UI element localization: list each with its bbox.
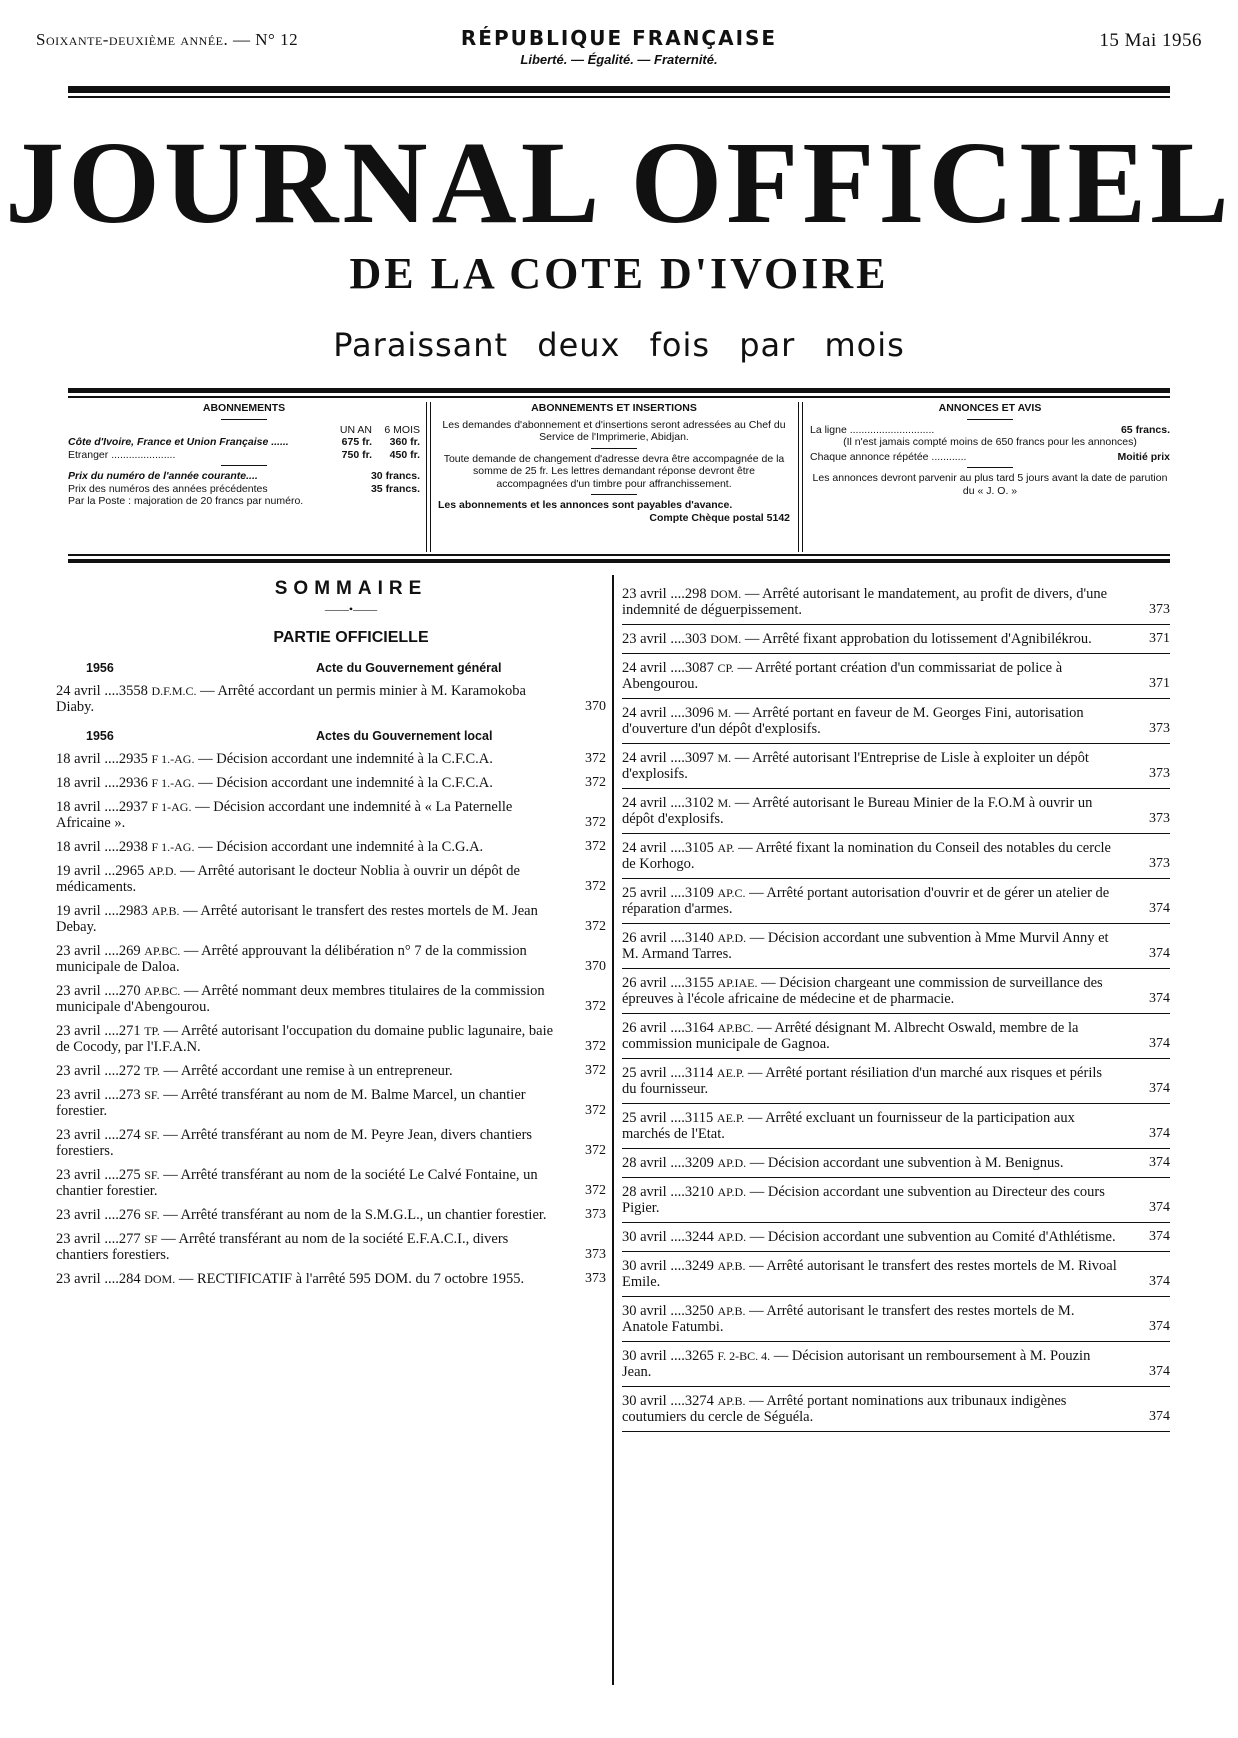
republic-block: [30, 26, 1208, 67]
entry-code: F 1.-AG.: [151, 840, 195, 854]
entry-code: DOM.: [710, 632, 742, 646]
entry-text: — Arrêté autorisant l'occupation du domaine public lagunaire, baie de Cocody, par l'I.F.A.N.: [56, 1023, 554, 1055]
summary-entry: [622, 1149, 1170, 1178]
entry-page: 372: [585, 839, 606, 854]
entry-code: DOM.: [144, 1272, 176, 1286]
summary-ornament: ——•——: [324, 602, 378, 616]
entry-code: AP.BC.: [144, 944, 181, 958]
summary-entry: [622, 1104, 1170, 1149]
insertions-address: Les demandes d'abonnement et d'insertions seront adressées au Chef du Service de l'Imprimerie, Abidjan.: [442, 418, 786, 443]
entry-page: 372: [585, 879, 606, 894]
entry-page: 374: [1149, 1319, 1170, 1334]
summary-entry: [622, 744, 1170, 789]
entry-text: — Décision accordant une subvention à Mme Murvil Anny et M. Armand Tarres.: [622, 930, 1109, 962]
entry-page: 373: [1149, 721, 1170, 736]
entry-page: 371: [1149, 631, 1170, 646]
entry-code: AP.IAE.: [717, 976, 758, 990]
line-price: La ligne ............................. 65 francs.: [810, 423, 1170, 436]
price-note: Prix du numéro de l'année courante.... 30 francs.: [68, 470, 420, 482]
entry-page: 373: [1149, 766, 1170, 781]
summary-entry: [56, 799, 606, 831]
entry-code: F. 2-BC. 4.: [717, 1349, 771, 1363]
entry-page: 372: [585, 815, 606, 830]
subs-top-rule-thin: [68, 396, 1170, 398]
entry-date-number: 18 avril ....2938: [56, 839, 148, 855]
entry-text: — Arrêté accordant une remise à un entrepreneur.: [163, 1063, 453, 1079]
entry-code: F 1-AG.: [151, 800, 192, 814]
entry-page: 373: [585, 1271, 606, 1286]
summary-entry: [56, 839, 606, 855]
entry-text: — RECTIFICATIF à l'arrêté 595 DOM. du 7 octobre 1955.: [178, 1271, 525, 1287]
entry-text: — Arrêté portant autorisation d'ouvrir et de gérer un atelier de réparation d'armes.: [622, 885, 1110, 917]
divider: [591, 448, 637, 449]
summary-right-column: [622, 580, 1170, 1432]
summary-left-column: [56, 578, 606, 1295]
entry-text: — Décision accordant une indemnité à la C.F.C.A.: [198, 751, 493, 767]
summary-entry: [56, 863, 606, 895]
entry-page: 374: [1149, 946, 1170, 961]
divider: [967, 419, 1013, 420]
price-note: Par la Poste : majoration de 20 francs par numéro.: [68, 495, 304, 507]
postal-account: Compte Chèque postal 5142: [649, 511, 790, 524]
top-line: [30, 26, 1208, 84]
summary-entry: [622, 1297, 1170, 1342]
entry-date-number: 23 avril ....274: [56, 1127, 141, 1143]
entry-page: 374: [1149, 1229, 1170, 1244]
entry-code: SF.: [144, 1168, 160, 1182]
entry-page: 372: [585, 1183, 606, 1198]
summary-entry: [622, 1059, 1170, 1104]
entry-code: F 1.-AG.: [151, 752, 195, 766]
column-rule: [612, 575, 614, 1685]
entry-page: 372: [585, 775, 606, 790]
entry-text: — Arrêté autorisant l'Entreprise de Lisle à exploiter un dépôt d'explosifs.: [622, 750, 1089, 782]
entry-text: — Arrêté transférant au nom de la S.M.G.L., un chantier forestier.: [163, 1207, 547, 1223]
entry-page: 372: [585, 1039, 606, 1054]
entry-code: AE.P.: [716, 1111, 745, 1125]
entry-text: — Décision accordant une indemnité à la C.G.A.: [198, 839, 484, 855]
summary-entry: [56, 1087, 606, 1119]
entry-date-number: 23 avril ....303: [622, 631, 707, 647]
entry-page: 374: [1149, 1200, 1170, 1215]
entry-date-number: 23 avril ....276: [56, 1207, 141, 1223]
entry-code: AP.B.: [717, 1394, 746, 1408]
entry-date-number: 23 avril ....275: [56, 1167, 141, 1183]
entry-date-number: 24 avril ....3558: [56, 683, 148, 699]
entry-code: M.: [717, 796, 732, 810]
section-heading: 1956 Actes du Gouvernement local: [86, 729, 493, 743]
entry-text: — Décision accordant une subvention au Comité d'Athlétisme.: [749, 1229, 1116, 1245]
motto: Liberté. — Égalité. — Fraternité.: [520, 52, 718, 67]
subs-col-headers: UN AN 6 MOIS: [339, 423, 420, 436]
entry-date-number: 19 avril ...2965: [56, 863, 145, 879]
entry-code: SF.: [144, 1088, 160, 1102]
entry-date-number: 28 avril ....3210: [622, 1184, 714, 1200]
entry-page: 374: [1149, 1364, 1170, 1379]
summary-entry: [56, 1271, 606, 1287]
announcements-column: [810, 402, 1170, 552]
entry-text: — Décision autorisant un remboursement à M. Pouzin Jean.: [622, 1348, 1091, 1380]
address-change-note: Toute demande de changement d'adresse devra être accompagnée de la somme de 25 fr. Les lettres demandant réponse devront être accompagnées d'un timbre pour affranchissement.: [443, 452, 785, 490]
entry-code: DOM.: [710, 587, 742, 601]
summary-entry: [56, 1063, 606, 1079]
repeat-price: Chaque annonce répétée ............ Moitié prix: [810, 450, 1170, 463]
entry-text: — Décision accordant une subvention à M. Benignus.: [749, 1155, 1064, 1171]
masthead-subtitle: DE LA COTE D'IVOIRE: [349, 249, 889, 298]
entry-code: AP.B.: [151, 904, 180, 918]
entry-code: D.F.M.C.: [151, 684, 197, 698]
issue-year: Soixante-deuxième année. — N° 12: [36, 30, 299, 49]
entry-page: 372: [585, 1103, 606, 1118]
entry-page: 374: [1149, 1274, 1170, 1289]
entry-page: 374: [1149, 1081, 1170, 1096]
entry-text: — Arrêté autorisant le docteur Noblia à ouvrir un dépôt de médicaments.: [56, 863, 520, 895]
entry-page: 371: [1149, 676, 1170, 691]
summary-entry: [622, 1387, 1170, 1432]
subscriptions-column: [68, 402, 420, 552]
entry-date-number: 23 avril ....271: [56, 1023, 141, 1039]
insertions-column: [438, 402, 790, 552]
entry-page: 373: [1149, 856, 1170, 871]
entry-date-number: 30 avril ....3265: [622, 1348, 714, 1364]
entry-text: — Arrêté autorisant le transfert des restes mortels de M. Anatole Fatumbi.: [622, 1303, 1075, 1335]
summary-entry: [622, 1178, 1170, 1223]
entry-text: — Décision chargeant une commission de surveillance des épreuves à l'école africaine de médecine et de pharmacie.: [622, 975, 1103, 1007]
subs-bottom-rule-thick: [68, 559, 1170, 563]
entry-date-number: 24 avril ....3096: [622, 705, 714, 721]
entry-page: 372: [585, 999, 606, 1014]
price-note: Prix des numéros des années précédentes 35 francs.: [68, 482, 420, 495]
entry-code: SF.: [144, 1128, 160, 1142]
entry-text: — Arrêté portant création d'un commissariat de police à Abengourou.: [622, 660, 1063, 692]
entry-page: 373: [1149, 602, 1170, 617]
entry-code: AP.C.: [717, 886, 746, 900]
summary-entry: [622, 969, 1170, 1014]
column-divider: [426, 402, 431, 552]
summary-entry: [622, 924, 1170, 969]
entry-date-number: 30 avril ....3249: [622, 1258, 714, 1274]
top-rule: [68, 86, 1170, 93]
entry-code: AP.BC.: [717, 1021, 754, 1035]
entry-text: — Décision accordant une subvention au Directeur des cours Pigier.: [622, 1184, 1105, 1216]
entry-code: AP.D.: [717, 1156, 747, 1170]
entry-date-number: 24 avril ....3105: [622, 840, 714, 856]
entry-date-number: 24 avril ....3097: [622, 750, 714, 766]
subs-top-rule: [68, 388, 1170, 393]
entry-text: — Arrêté portant résiliation d'un marché aux risques et périls du fournisseur.: [622, 1065, 1103, 1097]
entry-page: 374: [1149, 1409, 1170, 1424]
summary-entry: [56, 751, 606, 767]
entry-code: AP.D.: [717, 1230, 747, 1244]
summary-entry: [56, 983, 606, 1015]
announcements-heading: ANNONCES ET AVIS: [938, 402, 1042, 414]
entry-text: — Arrêté nommant deux membres titulaires de la commission municipale d'Abengourou.: [56, 983, 545, 1015]
summary-entry: [56, 1207, 606, 1223]
entry-date-number: 25 avril ....3115: [622, 1110, 714, 1126]
summary-entry: [56, 1231, 606, 1263]
entry-page: 374: [1149, 991, 1170, 1006]
summary-entry: [56, 1167, 606, 1199]
entry-code: AP.D.: [717, 931, 747, 945]
summary-entry: [56, 683, 606, 715]
summary-entry: [622, 1252, 1170, 1297]
entry-code: AP.: [717, 841, 735, 855]
entry-text: — Arrêté autorisant le transfert des restes mortels de M. Jean Debay.: [56, 903, 538, 935]
entry-date-number: 25 avril ....3109: [622, 885, 714, 901]
summary-entry: [622, 834, 1170, 879]
entry-page: 372: [585, 1143, 606, 1158]
divider: [591, 494, 637, 495]
summary-entry: [56, 1023, 606, 1055]
entry-date-number: 18 avril ....2936: [56, 775, 148, 791]
entry-date-number: 24 avril ....3102: [622, 795, 714, 811]
entry-code: M.: [717, 706, 732, 720]
subs-row: Côte d'Ivoire, France et Union Française ...... 675 fr. 360 fr.: [68, 436, 420, 448]
summary-entry: [622, 789, 1170, 834]
masthead-title: JOURNAL OFFICIEL: [5, 117, 1233, 248]
entry-text: — Arrêté désignant M. Albrecht Oswald, membre de la commission municipale de Gagnoa.: [622, 1020, 1079, 1052]
entry-page: 373: [585, 1207, 606, 1222]
entry-text: — Arrêté transférant au nom de M. Balme Marcel, un chantier forestier.: [56, 1087, 526, 1119]
summary-entry: [622, 654, 1170, 699]
summary-entry: [622, 580, 1170, 625]
top-rule-thin: [68, 96, 1170, 98]
entry-date-number: 26 avril ....3155: [622, 975, 714, 991]
summary-entry: [622, 1223, 1170, 1252]
entry-text: — Arrêté excluant un fournisseur de la participation aux marchés de l'Etat.: [622, 1110, 1075, 1142]
entry-page: 374: [1149, 901, 1170, 916]
summary-entry: [622, 1342, 1170, 1387]
subscriptions-heading: ABONNEMENTS: [202, 402, 286, 414]
entry-date-number: 30 avril ....3244: [622, 1229, 714, 1245]
entry-code: AP.B.: [717, 1304, 746, 1318]
entry-date-number: 23 avril ....273: [56, 1087, 141, 1103]
entry-page: 374: [1149, 1036, 1170, 1051]
entry-date-number: 23 avril ....269: [56, 943, 141, 959]
entry-page: 374: [1149, 1126, 1170, 1141]
entry-page: 372: [585, 751, 606, 766]
entry-code: AE.P.: [716, 1066, 745, 1080]
summary-entry: [56, 903, 606, 935]
entry-code: TP.: [144, 1024, 160, 1038]
entry-page: 373: [585, 1247, 606, 1262]
insertions-heading: ABONNEMENTS ET INSERTIONS: [531, 402, 697, 414]
entry-text: — Arrêté portant en faveur de M. Georges Fini, autorisation d'ouverture d'un dépôt d'explosifs.: [622, 705, 1084, 737]
entry-code: AP.D.: [717, 1185, 747, 1199]
entry-text: — Arrêté autorisant le Bureau Minier de la F.O.M à ouvrir un dépôt d'explosifs.: [622, 795, 1093, 827]
entry-page: 370: [585, 959, 606, 974]
column-divider: [798, 402, 803, 552]
entry-code: SF.: [144, 1208, 160, 1222]
entry-date-number: 25 avril ....3114: [622, 1065, 714, 1081]
entry-text: — Décision accordant une indemnité à la C.F.C.A.: [198, 775, 493, 791]
entry-date-number: 23 avril ....272: [56, 1063, 141, 1079]
entry-code: AP.BC.: [144, 984, 181, 998]
deadline-note: Les annonces devront parvenir au plus tard 5 jours avant la date de parution du « J. O. »: [812, 472, 1168, 497]
entry-date-number: 19 avril ....2983: [56, 903, 148, 919]
entry-code: SF: [144, 1232, 158, 1246]
section-heading: 1956 Acte du Gouvernement général: [86, 661, 502, 675]
summary-title: SOMMAIRE: [274, 578, 428, 599]
entry-text: — Arrêté fixant approbation du lotissement d'Agnibilékrou.: [744, 631, 1092, 647]
entry-code: F 1.-AG.: [151, 776, 195, 790]
entry-date-number: 23 avril ....277: [56, 1231, 141, 1247]
divider: [221, 465, 267, 466]
summary-entry: [622, 625, 1170, 654]
entry-code: AP.B.: [717, 1259, 746, 1273]
entry-date-number: 23 avril ....284: [56, 1271, 141, 1287]
entry-date-number: 30 avril ....3274: [622, 1393, 714, 1409]
entry-text: — Arrêté transférant au nom de la société Le Calvé Fontaine, un chantier forestier.: [56, 1167, 538, 1199]
entry-text: — Arrêté accordant un permis minier à M. Karamokoba Diaby.: [56, 683, 526, 715]
republic-label: RÉPUBLIQUE FRANÇAISE: [460, 26, 778, 50]
subs-bottom-rule: [68, 554, 1170, 556]
entry-page: 372: [585, 1063, 606, 1078]
local-gov-entries: [56, 751, 606, 1287]
entry-code: AP.D.: [147, 864, 177, 878]
entry-page: 374: [1149, 1155, 1170, 1170]
entry-code: TP.: [144, 1064, 160, 1078]
subs-row: Etranger ...................... 750 fr. 450 fr.: [68, 448, 420, 461]
entry-date-number: 24 avril ....3087: [622, 660, 714, 676]
entry-text: — Décision accordant une indemnité à « La Paternelle Africaine ».: [56, 799, 513, 831]
entry-page: 370: [585, 699, 606, 714]
entry-date-number: 26 avril ....3140: [622, 930, 714, 946]
partie-heading: PARTIE OFFICIELLE: [273, 629, 429, 646]
entry-date-number: 18 avril ....2935: [56, 751, 148, 767]
payment-note: Les abonnements et les annonces sont payables d'avance.: [438, 499, 733, 511]
general-gov-entries: [56, 683, 606, 715]
entry-page: 372: [585, 919, 606, 934]
line-minimum-note: (Il n'est jamais compté moins de 650 francs pour les annonces): [843, 436, 1137, 448]
summary-entry: [56, 943, 606, 975]
entry-date-number: 23 avril ....298: [622, 586, 707, 602]
entry-page: 373: [1149, 811, 1170, 826]
entry-date-number: 18 avril ....2937: [56, 799, 148, 815]
summary-entry: [622, 1014, 1170, 1059]
divider: [221, 419, 267, 420]
summary-entry: [56, 775, 606, 791]
divider: [967, 467, 1013, 468]
entry-text: — Arrêté approuvant la délibération n° 7 de la commission municipale de Daloa.: [56, 943, 527, 975]
entry-date-number: 26 avril ....3164: [622, 1020, 714, 1036]
issue-date: 15 Mai 1956: [1099, 30, 1202, 51]
entry-code: M.: [717, 751, 732, 765]
entry-date-number: 30 avril ....3250: [622, 1303, 714, 1319]
entry-date-number: 23 avril ....270: [56, 983, 141, 999]
summary-entry: [622, 699, 1170, 744]
entry-text: — Arrêté autorisant le transfert des restes mortels de M. Rivoal Emile.: [622, 1258, 1117, 1290]
entry-text: — Arrêté autorisant le mandatement, au profit de divers, d'une indemnité de déguerpissement.: [622, 586, 1108, 618]
entry-text: — Arrêté transférant au nom de la société E.F.A.C.I., divers chantiers forestiers.: [56, 1231, 509, 1263]
masthead-frequency: Paraissant deux fois par mois: [333, 326, 905, 364]
entry-date-number: 28 avril ....3209: [622, 1155, 714, 1171]
summary-entry: [56, 1127, 606, 1159]
entry-text: — Arrêté fixant la nomination du Conseil des notables du cercle de Korhogo.: [622, 840, 1111, 872]
entry-text: — Arrêté transférant au nom de M. Peyre Jean, divers chantiers forestiers.: [56, 1127, 533, 1159]
summary-entry: [622, 879, 1170, 924]
entry-text: — Arrêté portant nominations aux tribunaux indigènes coutumiers du cercle de Séguéla.: [622, 1393, 1067, 1425]
subscriptions-box: [68, 402, 1170, 552]
entry-code: CP.: [717, 661, 734, 675]
